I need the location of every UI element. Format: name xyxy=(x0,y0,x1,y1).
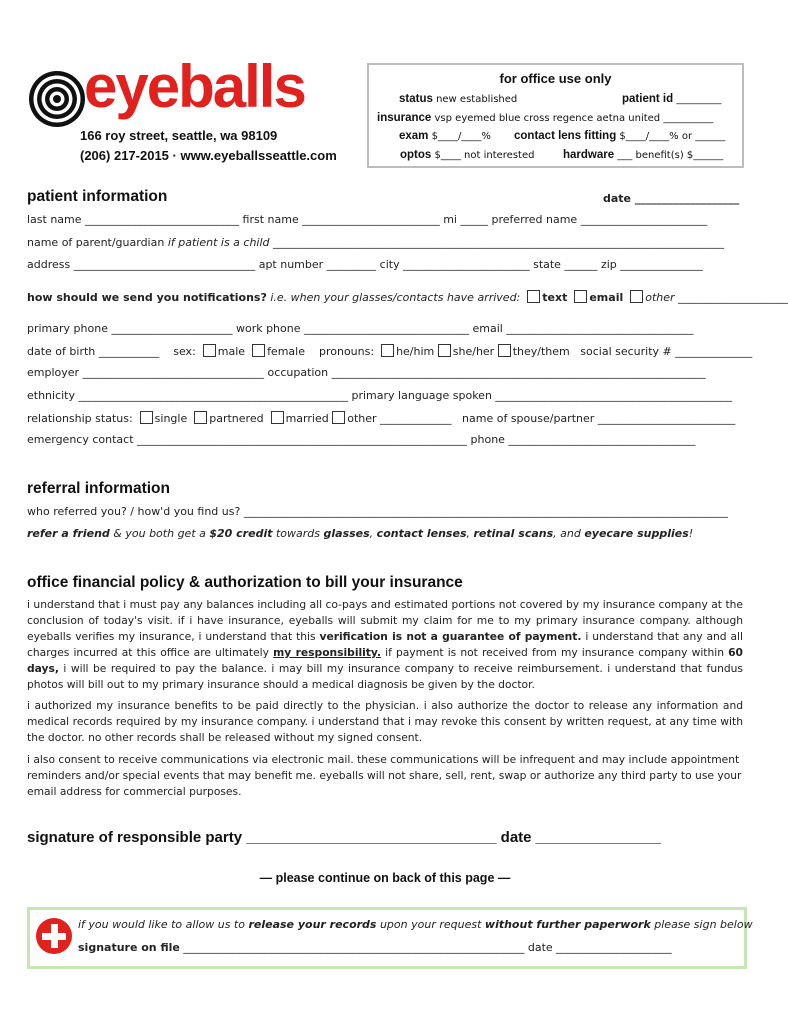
release-text-3: please sign below xyxy=(650,918,753,931)
exam-label: exam xyxy=(399,130,429,142)
promo-text-5: , and xyxy=(553,527,585,540)
policy-p1-text-a: i understand that i must pay any balances including all co-pays and estimated portions not covered by my insurance company at the conclusion of today's visit. if i have insurance, eyeballs will submit my claim for me to my primary insurance company. although eyeballs verifies my insurance, i understand that this xyxy=(27,598,743,643)
email-option-label: email xyxy=(589,291,624,304)
policy-paragraph-3: i also consent to receive communications via electronic mail. these communications will be infrequent and may include appointment reminders and/or special events that may benefit me. eyeballs will not share, sell, rent, swap or authorize any third party to use your email address for commercial purposes. xyxy=(27,753,742,798)
insurance-row xyxy=(377,112,713,124)
notification-example: i.e. when your glasses/contacts have arrived: xyxy=(266,291,521,304)
promo-credit: $20 credit xyxy=(209,527,273,540)
insurance-options: vsp eyemed blue cross regence aetna united __________ xyxy=(434,113,714,124)
policy-responsibility: my responsibility. xyxy=(273,646,381,659)
hardware-row xyxy=(563,149,723,161)
she-her-checkbox[interactable] xyxy=(438,344,451,357)
status-options: new established xyxy=(436,94,518,105)
single-label: single xyxy=(154,412,188,425)
he-him-checkbox[interactable] xyxy=(381,344,394,357)
dob-field[interactable]: date of birth ___________ xyxy=(27,345,160,358)
spouse-field[interactable]: name of spouse/partner _________________________ xyxy=(462,412,736,425)
phone-row[interactable]: primary phone ______________________ work phone ______________________________ email __________________________________ xyxy=(27,322,694,335)
email-checkbox[interactable] xyxy=(574,290,587,303)
sex-label: sex: xyxy=(173,345,196,358)
they-them-checkbox[interactable] xyxy=(498,344,511,357)
they-them-label: they/them xyxy=(512,345,570,358)
medical-cross-icon xyxy=(36,918,72,954)
she-her-label: she/her xyxy=(452,345,495,358)
partnered-label: partnered xyxy=(209,412,264,425)
notification-row xyxy=(27,290,788,304)
promo-text-1: & you both get a xyxy=(109,527,210,540)
signature-on-file-row[interactable] xyxy=(78,941,672,954)
logo-target-icon xyxy=(28,70,86,128)
female-label: female xyxy=(267,345,305,358)
release-records-bold: release your records xyxy=(248,918,377,931)
male-checkbox[interactable] xyxy=(203,344,216,357)
policy-60-days: 60 days, xyxy=(27,646,743,675)
emergency-row[interactable]: emergency contact ____________________________________________________________ phone __________________________________ xyxy=(27,433,696,446)
promo-text-2: towards xyxy=(272,527,324,540)
optos-field[interactable]: $____ not interested xyxy=(434,150,535,161)
policy-paragraph-2: i authorized my insurance benefits to be paid directly to the physician. i also authorize the doctor to release any information and medical records required by my insurance company. i understand that i may revoke this consent by written request, at any time with the doctor. no other records shall be released without my signed consent. xyxy=(27,699,743,744)
promo-contacts: contact lenses xyxy=(376,527,467,540)
continue-note: — please continue on back of this page — xyxy=(259,871,511,885)
logo-wordmark: eyeballs xyxy=(84,53,305,120)
text-checkbox[interactable] xyxy=(527,290,540,303)
patient-id-row xyxy=(622,93,721,105)
male-label: male xyxy=(217,345,246,358)
employer-row[interactable]: employer _________________________________ occupation ____________________________________________________________________ xyxy=(27,366,706,379)
promo-scans: retinal scans xyxy=(473,527,554,540)
store-contact: (206) 217-2015 · www.eyeballsseattle.com xyxy=(80,148,337,163)
exam-row xyxy=(399,130,491,142)
married-checkbox[interactable] xyxy=(271,411,284,424)
referral-source-field[interactable]: who referred you? / how'd you find us? ________________________________________________________________________________________ xyxy=(27,505,728,518)
contact-fitting-label: contact lens fitting xyxy=(514,130,617,142)
policy-guarantee-note: verification is not a guarantee of payment. xyxy=(319,630,582,643)
female-checkbox[interactable] xyxy=(252,344,265,357)
address-row[interactable]: address _________________________________ apt number _________ city _______________________ state ______ zip _______________ xyxy=(27,258,703,271)
other-checkbox[interactable] xyxy=(630,290,643,303)
release-records-box xyxy=(27,907,753,969)
date-field[interactable]: date ___________________ xyxy=(603,192,740,205)
store-address: 166 roy street, seattle, wa 98109 xyxy=(80,128,278,143)
release-no-paperwork: without further paperwork xyxy=(484,918,651,931)
patient-id-field[interactable]: _________ xyxy=(676,94,722,105)
office-use-box xyxy=(367,63,744,168)
optos-label: optos xyxy=(400,149,432,161)
contact-fitting-field[interactable]: $____/____% or ______ xyxy=(619,131,726,142)
relationship-row xyxy=(27,411,735,425)
rel-other-field[interactable]: other _____________ xyxy=(347,412,452,425)
optos-row xyxy=(400,149,534,161)
release-instructions xyxy=(78,918,753,931)
signature-row[interactable]: signature of responsible party ______________________________ date _______________ xyxy=(27,829,661,846)
guardian-line[interactable]: __________________________________________________________________________________ xyxy=(269,236,725,249)
promo-text-6: ! xyxy=(688,527,694,540)
promo-refer: refer a friend xyxy=(27,527,110,540)
guardian-label: name of parent/guardian xyxy=(27,236,168,249)
status-row xyxy=(399,93,517,105)
dob-sex-row xyxy=(27,344,752,358)
patient-id-label: patient id xyxy=(622,93,674,105)
other-option-field[interactable]: other ____________________ xyxy=(645,291,788,304)
policy-p1-text-b: i understand that any and all charges incurred at this office are ultimately xyxy=(27,630,743,659)
ssn-field[interactable]: social security # ______________ xyxy=(580,345,753,358)
text-option-label: text xyxy=(542,291,568,304)
pronouns-label: pronouns: xyxy=(318,345,375,358)
release-text-1: if you would like to allow us to xyxy=(78,918,249,931)
partnered-checkbox[interactable] xyxy=(194,411,207,424)
promo-text-3: , xyxy=(369,527,377,540)
referral-heading: referral information xyxy=(27,480,170,497)
patient-info-heading: patient information xyxy=(27,188,168,205)
relationship-label: relationship status: xyxy=(27,412,133,425)
guardian-hint: if patient is a child xyxy=(167,236,270,249)
married-label: married xyxy=(285,412,329,425)
name-row[interactable]: last name ____________________________ first name _________________________ mi _____ preferred name _______________________ xyxy=(27,213,708,226)
he-him-label: he/him xyxy=(396,345,435,358)
policy-p1-text-c: if payment is not received from my insurance company within xyxy=(380,646,729,659)
promo-supplies: eyecare supplies xyxy=(584,527,689,540)
hardware-label: hardware xyxy=(563,149,615,161)
signature-on-file-label: signature on file xyxy=(78,941,180,954)
policy-heading: office financial policy & authorization to bill your insurance xyxy=(27,574,463,591)
office-use-title: for office use only xyxy=(499,71,612,86)
ethnicity-row[interactable]: ethnicity _________________________________________________ primary language spoken ___________________________________________ xyxy=(27,389,732,402)
insurance-label: insurance xyxy=(377,112,432,124)
notification-question: how should we send you notifications? xyxy=(27,291,267,304)
referral-promo xyxy=(27,527,693,540)
guardian-row[interactable] xyxy=(27,236,724,249)
promo-text-4: , xyxy=(466,527,474,540)
promo-glasses: glasses xyxy=(323,527,370,540)
signature-on-file-field[interactable]: ______________________________________________________________ date _____________________ xyxy=(179,941,672,954)
status-label: status xyxy=(399,93,433,105)
policy-paragraph-1 xyxy=(27,597,743,693)
policy-p1-text-d: i will be required to pay the balance. i may bill my insurance company to receive reimbursement. i understand that fundus photos will bill out to my primary insurance should a medical diagnosis be given by the doctor. xyxy=(27,662,743,691)
single-checkbox[interactable] xyxy=(140,411,153,424)
rel-other-checkbox[interactable] xyxy=(332,411,345,424)
contact-fitting-row xyxy=(514,130,725,142)
exam-field[interactable]: $____/____% xyxy=(431,131,491,142)
hardware-field[interactable]: ___ benefit(s) $______ xyxy=(617,150,724,161)
release-text-2: upon your request xyxy=(376,918,485,931)
